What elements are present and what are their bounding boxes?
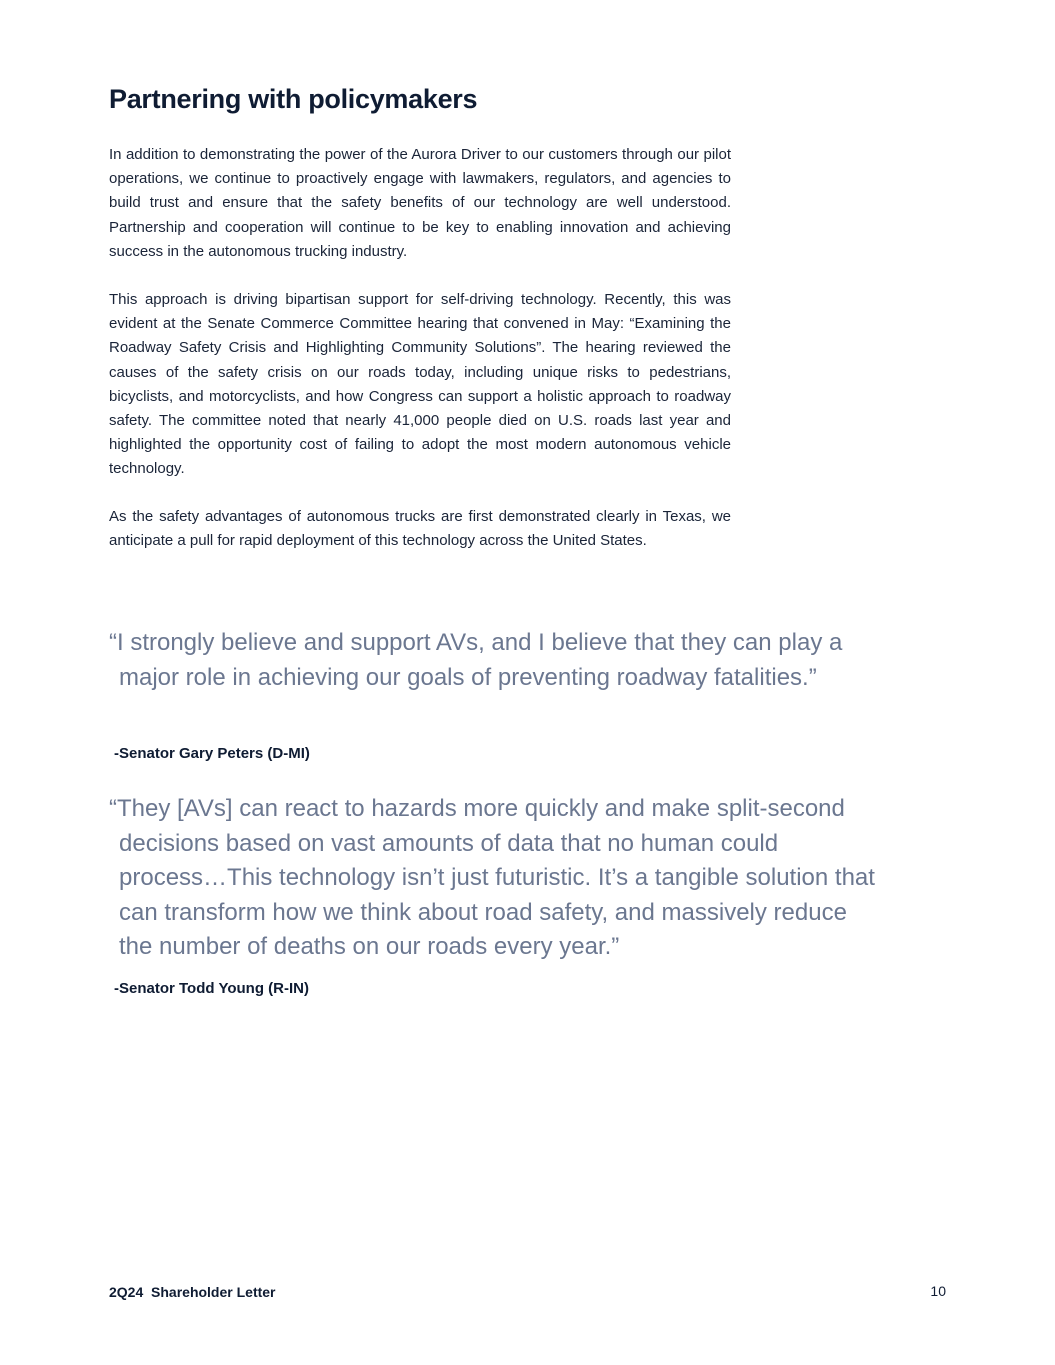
footer-document-label: 2Q24 Shareholder Letter — [109, 1284, 276, 1300]
body-paragraph-1: In addition to demonstrating the power of the Aurora Driver to our customers through our pilot operations, we continue to proactively engage with lawmakers, regulators, and agencies to build trust and ensure that the safety benefits of our technology are well understood. Partnership and cooperation will continue to be key to enabling innovation and achieving success in the autonomous trucking industry. — [109, 146, 731, 260]
body-paragraph-3: As the safety advantages of autonomous trucks are first demonstrated clearly in Texas, we anticipate a pull for rapid deployment of this technology across the United States. — [109, 508, 731, 550]
page-title: Partnering with policymakers — [109, 84, 478, 114]
body-paragraph-2: This approach is driving bipartisan support for self-driving technology. Recently, this was evident at the Senate Commerce Committee hearing that convened in May: “Examining the Roadway Safety Crisis and Highlighting Community Solutions”. The hearing reviewed the causes of the safety crisis on our roads today, including unique risks to pedestrians, bicyclists, and motorcyclists, and how Congress can support a holistic approach to roadway safety. The committee noted that nearly 41,000 people died on U.S. roads last year and highlighted the opportunity cost of failing to adopt the most modern autonomous vehicle technology. — [109, 291, 731, 478]
quote-attribution-peters: -Senator Gary Peters (D-MI) — [114, 745, 310, 762]
pull-quote-young: “They [AVs] can react to hazards more quickly and make split-second decisions based on vast amounts of data that no human could process…This technology isn’t just futuristic. It’s a tangible solution that can transform how we think about road safety, and massively reduce the number of deaths on our roads every year.” — [109, 795, 875, 961]
page-number: 10 — [930, 1283, 946, 1299]
quote-attribution-young: -Senator Todd Young (R-IN) — [114, 980, 309, 997]
pull-quote-peters: “I strongly believe and support AVs, and I believe that they can play a major role in achieving our goals of preventing roadway fatalities.” — [109, 629, 843, 691]
